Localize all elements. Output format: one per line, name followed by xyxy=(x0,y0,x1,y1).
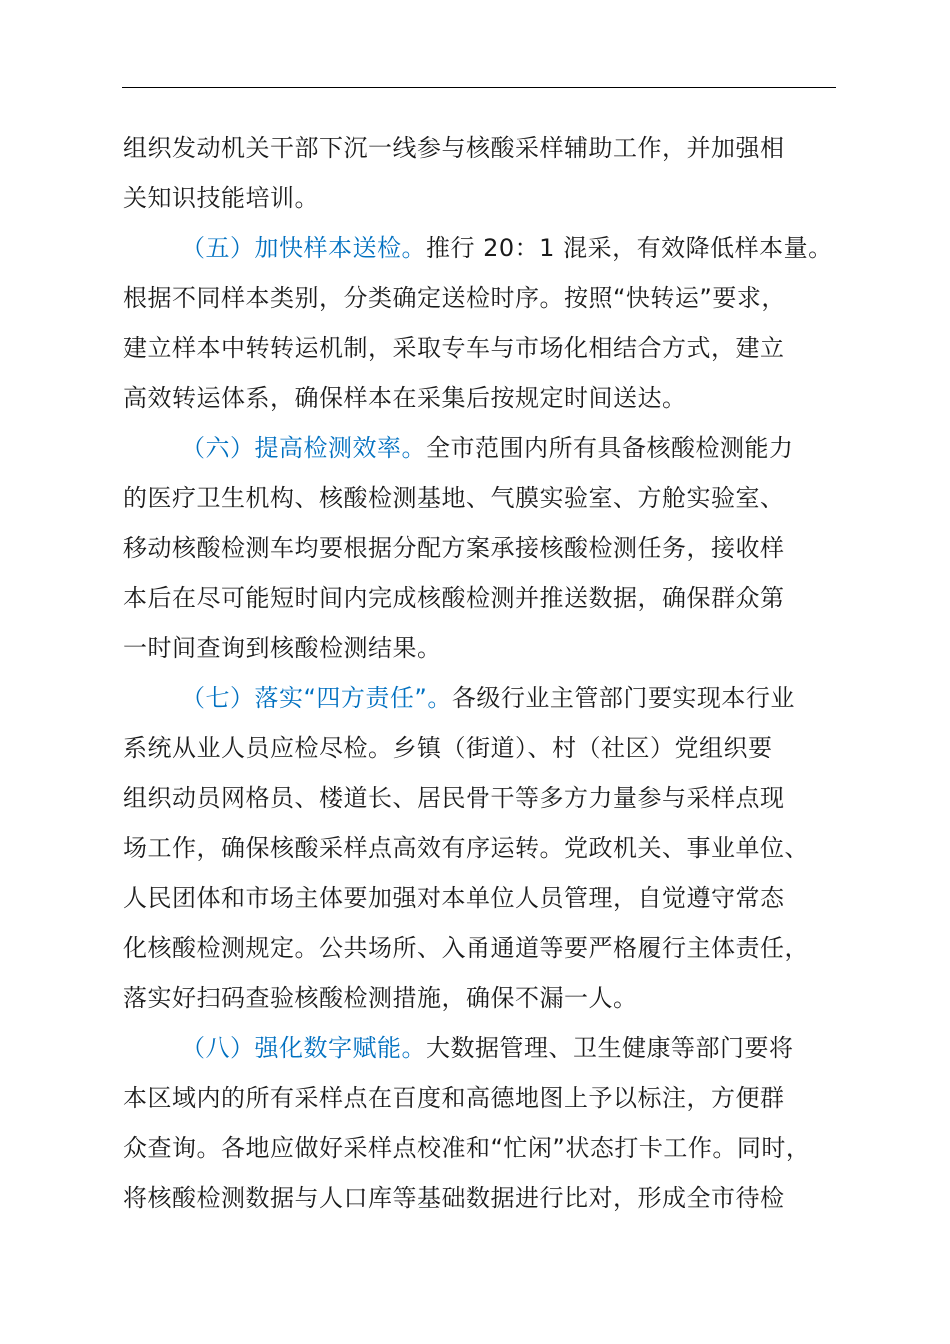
section-6-line xyxy=(181,430,794,466)
line-text: 关知识技能培训。 xyxy=(123,184,319,212)
line-text: 一时间查询到核酸检测结果。 xyxy=(123,634,442,662)
section-8-line xyxy=(181,1030,794,1066)
text-line xyxy=(123,130,785,166)
text-line xyxy=(123,1180,785,1216)
text-line xyxy=(123,1130,810,1166)
line-text: 大数据管理、卫生健康等部门要将 xyxy=(426,1034,794,1062)
line-text: 移动核酸检测车均要根据分配方案承接核酸检测任务，接收样 xyxy=(123,534,785,562)
section-7-line xyxy=(181,680,795,716)
section-heading: （七）落实“四方责任”。 xyxy=(181,684,452,712)
text-line xyxy=(123,280,786,316)
header-rule xyxy=(122,87,836,88)
line-text: 的医疗卫生机构、核酸检测基地、气膜实验室、方舱实验室、 xyxy=(123,484,785,512)
line-text: 本后在尽可能短时间内完成核酸检测并推送数据，确保群众第 xyxy=(123,584,785,612)
text-line xyxy=(123,880,785,916)
line-text: 人民团体和市场主体要加强对本单位人员管理，自觉遵守常态 xyxy=(123,884,785,912)
line-text: 组织发动机关干部下沉一线参与核酸采样辅助工作，并加强相 xyxy=(123,134,785,162)
section-heading: （八）强化数字赋能。 xyxy=(181,1034,426,1062)
text-line xyxy=(123,480,785,516)
line-text: 推行 20：1 混采，有效降低样本量。 xyxy=(426,234,833,262)
text-line xyxy=(123,330,785,366)
text-line xyxy=(123,180,319,216)
section-heading: （六）提高检测效率。 xyxy=(181,434,426,462)
line-text: 众查询。各地应做好采样点校准和“忙闲”状态打卡工作。同时， xyxy=(123,1134,811,1162)
line-text: 组织动员网格员、楼道长、居民骨干等多方力量参与采样点现 xyxy=(123,784,785,812)
line-text: 将核酸检测数据与人口库等基础数据进行比对，形成全市待检 xyxy=(123,1184,785,1212)
text-line xyxy=(123,1080,785,1116)
section-5-line xyxy=(181,230,833,266)
text-line xyxy=(123,530,785,566)
text-line xyxy=(123,830,809,866)
text-line xyxy=(123,980,638,1016)
text-line xyxy=(123,580,785,616)
text-line xyxy=(123,730,773,766)
text-line xyxy=(123,930,809,966)
line-text: 各级行业主管部门要实现本行业 xyxy=(451,684,795,712)
line-text: 化核酸检测规定。公共场所、入甬通道等要严格履行主体责任， xyxy=(123,934,809,962)
section-heading: （五）加快样本送检。 xyxy=(181,234,426,262)
line-text: 根据不同样本类别，分类确定送检时序。按照“快转运”要求， xyxy=(123,284,786,312)
line-text: 系统从业人员应检尽检。乡镇（街道）、村（社区）党组织要 xyxy=(123,734,773,762)
text-line xyxy=(123,780,785,816)
line-text: 高效转运体系，确保样本在采集后按规定时间送达。 xyxy=(123,384,687,412)
text-line xyxy=(123,630,442,666)
line-text: 全市范围内所有具备核酸检测能力 xyxy=(426,434,794,462)
line-text: 落实好扫码查验核酸检测措施，确保不漏一人。 xyxy=(123,984,638,1012)
line-text: 本区域内的所有采样点在百度和高德地图上予以标注，方便群 xyxy=(123,1084,785,1112)
text-line xyxy=(123,380,687,416)
line-text: 场工作，确保核酸采样点高效有序运转。党政机关、事业单位、 xyxy=(123,834,809,862)
line-text: 建立样本中转转运机制，采取专车与市场化相结合方式，建立 xyxy=(123,334,785,362)
